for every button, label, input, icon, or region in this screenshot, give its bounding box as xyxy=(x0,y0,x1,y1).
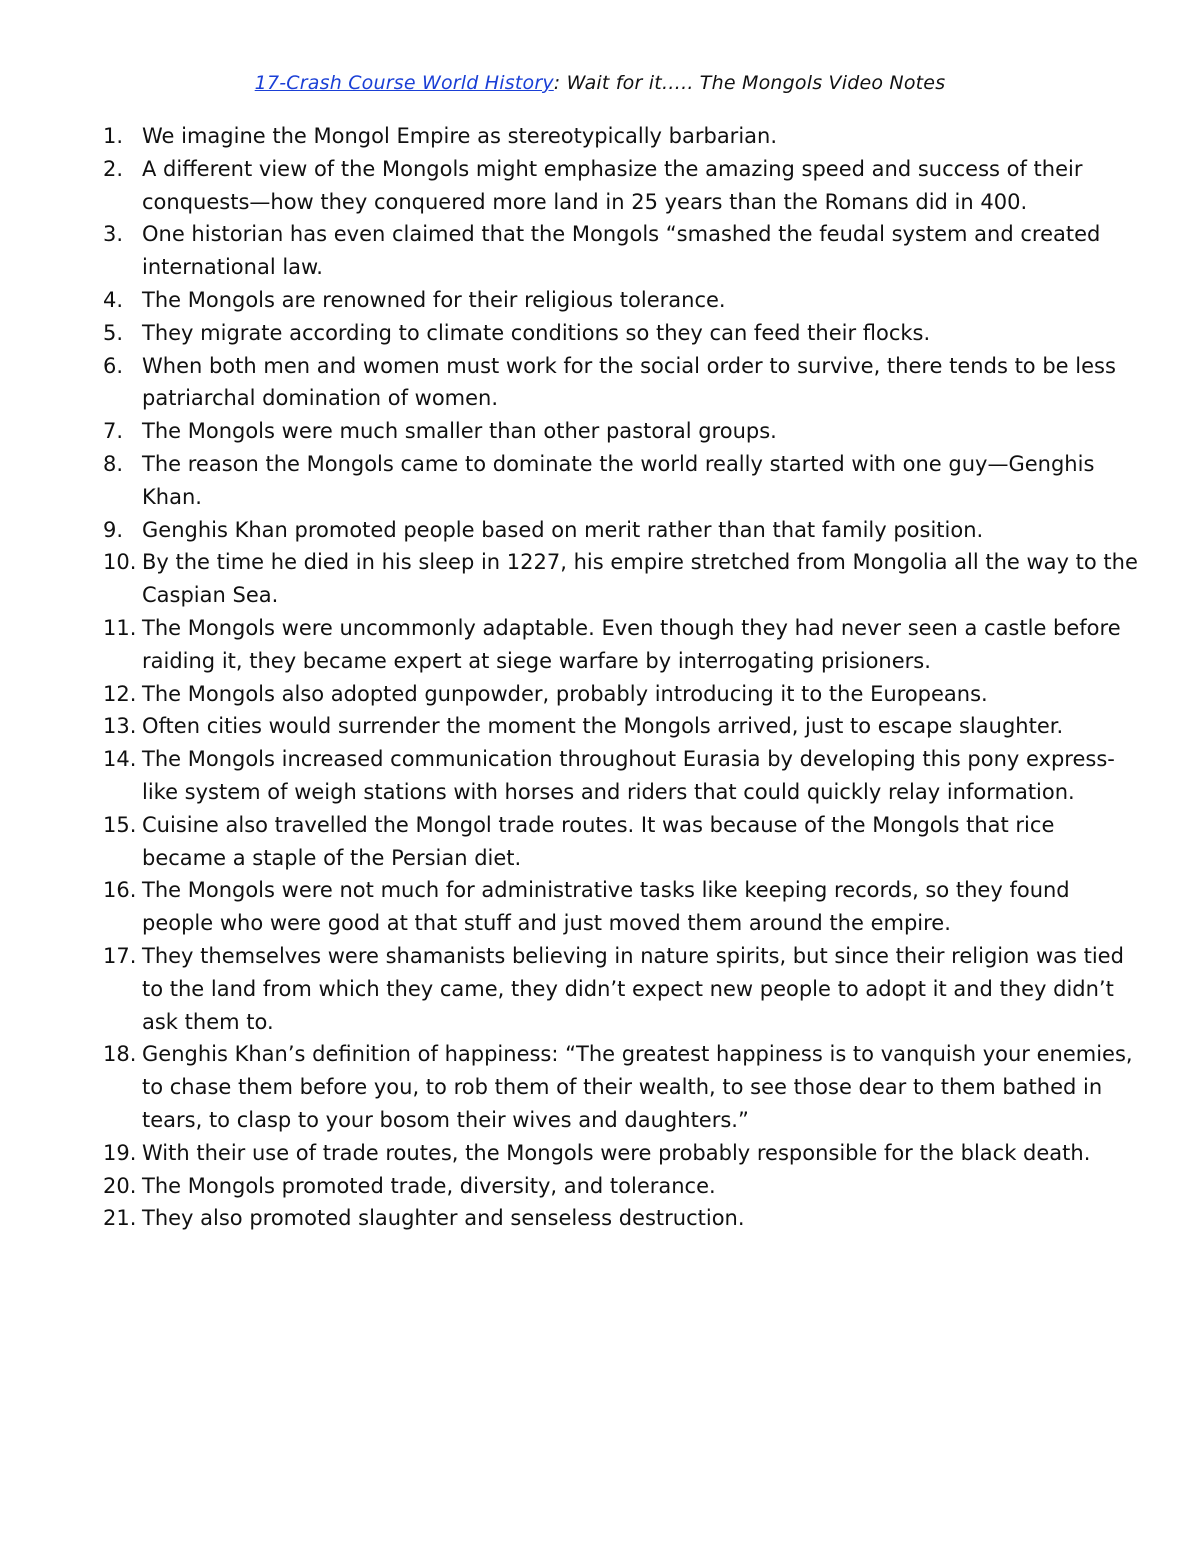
item-text: We imagine the Mongol Empire as stereotypically barbarian. xyxy=(142,124,778,148)
item-text: The Mongols were uncommonly adaptable. Even though they had never seen a castle before raiding it, they became expert at siege warfare by interrogating prisioners. xyxy=(142,615,1121,673)
item-number: 20. xyxy=(103,1173,137,1198)
item-text: The Mongols also adopted gunpowder, probably introducing it to the Europeans. xyxy=(142,681,988,706)
item-number: 15. xyxy=(103,812,137,837)
list-item xyxy=(103,448,1143,514)
item-number: 7. xyxy=(103,419,124,444)
list-item xyxy=(103,514,1143,547)
list-item xyxy=(103,218,1143,284)
list-item xyxy=(103,284,1143,317)
item-number: 11. xyxy=(103,615,137,640)
item-number: 16. xyxy=(103,878,137,903)
item-text: A different view of the Mongols might emphasize the amazing speed and success of their conquests—how they conquered more land in 25 years than the Romans did in 400. xyxy=(142,156,1083,214)
item-text: Genghis Khan’s definition of happiness: “The greatest happiness is to vanquish your enemies, to chase them before you, to rob them of their wealth, to see those dear to them bathed in tears, to clasp to your bosom their wives and daughters.” xyxy=(142,1042,1133,1132)
list-item xyxy=(103,1137,1143,1170)
list-item xyxy=(103,874,1143,940)
item-text: They also promoted slaughter and senseless destruction. xyxy=(142,1206,745,1231)
item-text: They migrate according to climate conditions so they can feed their flocks. xyxy=(142,320,931,345)
item-text: The Mongols increased communication throughout Eurasia by developing this pony express-like system of weigh stations with horses and riders that could quickly relay information. xyxy=(142,747,1115,804)
item-text: The Mongols were much smaller than other pastoral groups. xyxy=(142,419,777,444)
item-number: 17. xyxy=(103,943,137,968)
item-number: 19. xyxy=(103,1140,137,1165)
item-text: The Mongols promoted trade, diversity, and tolerance. xyxy=(142,1173,716,1198)
item-number: 4. xyxy=(103,287,124,312)
item-number: 9. xyxy=(103,517,124,542)
item-text: One historian has even claimed that the Mongols “smashed the feudal system and created international law. xyxy=(142,222,1101,280)
list-item xyxy=(103,1038,1143,1136)
item-number: 13. xyxy=(103,714,137,739)
item-number: 14. xyxy=(103,747,137,772)
list-item xyxy=(103,710,1143,743)
notes-list xyxy=(103,120,1143,1235)
list-item xyxy=(103,678,1143,711)
item-number: 2. xyxy=(103,156,124,181)
list-item xyxy=(103,743,1143,809)
item-number: 8. xyxy=(103,451,124,476)
document-title xyxy=(0,72,1200,94)
list-item xyxy=(103,940,1143,1038)
item-text: Genghis Khan promoted people based on merit rather than that family position. xyxy=(142,517,984,542)
item-number: 10. xyxy=(103,550,137,575)
item-text: They themselves were shamanists believing in nature spirits, but since their religion was tied to the land from which they came, they didn’t expect new people to adopt it and they didn’t ask them to. xyxy=(142,943,1124,1034)
list-item xyxy=(103,809,1143,875)
item-number: 1. xyxy=(103,124,124,148)
list-item xyxy=(103,350,1143,416)
title-link[interactable]: 17-Crash Course World History xyxy=(254,72,554,94)
item-text: Often cities would surrender the moment the Mongols arrived, just to escape slaughter. xyxy=(142,714,1064,739)
item-text: With their use of trade routes, the Mongols were probably responsible for the black death. xyxy=(142,1140,1091,1165)
item-number: 5. xyxy=(103,320,124,345)
list-item xyxy=(103,153,1143,219)
list-item xyxy=(103,415,1143,448)
item-number: 3. xyxy=(103,222,124,247)
item-text: By the time he died in his sleep in 1227, his empire stretched from Mongolia all the way to the Caspian Sea. xyxy=(142,550,1138,608)
list-item xyxy=(103,1170,1143,1203)
item-text: Cuisine also travelled the Mongol trade routes. It was because of the Mongols that rice became a staple of the Persian diet. xyxy=(142,812,1055,870)
item-number: 21. xyxy=(103,1206,137,1231)
list-item xyxy=(103,317,1143,350)
list-item xyxy=(103,120,1143,153)
list-item xyxy=(103,1202,1143,1235)
item-number: 12. xyxy=(103,681,137,706)
item-text: The Mongols are renowned for their religious tolerance. xyxy=(142,287,726,312)
item-text: The Mongols were not much for administrative tasks like keeping records, so they found people who were good at that stuff and just moved them around the empire. xyxy=(142,878,1070,936)
item-text: When both men and women must work for the social order to survive, there tends to be less patriarchal domination of women. xyxy=(142,353,1116,411)
title-subtitle: : Wait for it….. The Mongols Video Notes xyxy=(553,72,946,94)
list-item xyxy=(103,612,1143,678)
item-text: The reason the Mongols came to dominate the world really started with one guy—Genghis Khan. xyxy=(142,451,1095,509)
item-number: 6. xyxy=(103,353,124,378)
item-number: 18. xyxy=(103,1042,137,1067)
list-item xyxy=(103,546,1143,612)
